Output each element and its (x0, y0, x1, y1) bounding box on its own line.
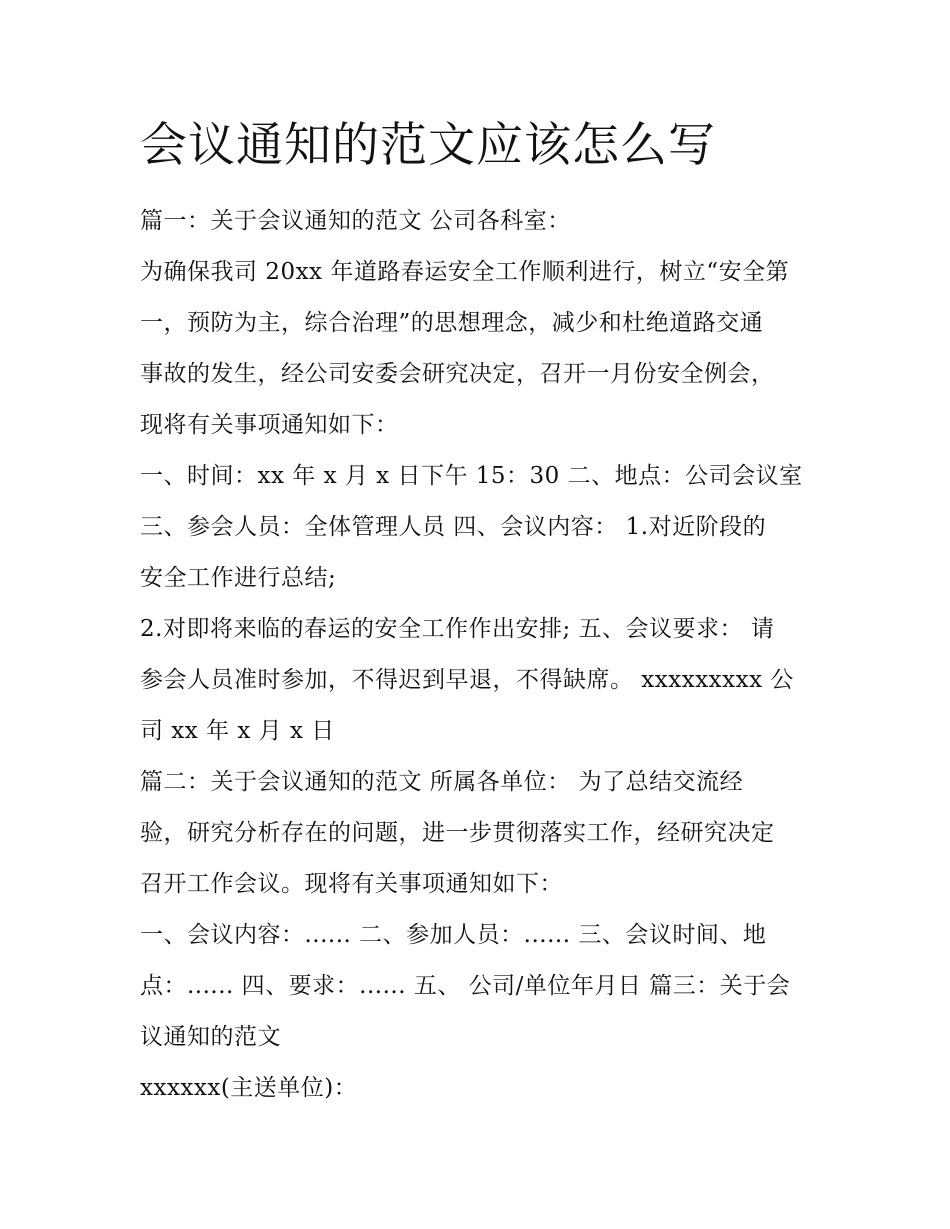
document-title: 会议通知的范文应该怎么写 (140, 118, 716, 173)
body-line-4: 事故的发生，经公司安委会研究决定，召开一月份安全例会， (140, 361, 775, 387)
body-line-8: 安全工作进行总结; (140, 565, 337, 591)
body-line-10: 参会人员准时参加，不得迟到早退，不得缺席。 xxxxxxxxx 公 (140, 667, 794, 693)
body-line-3: 一，预防为主，综合治理”的思想理念，减少和杜绝道路交通 (140, 310, 764, 336)
body-line-18: xxxxxx(主送单位)： (140, 1075, 358, 1101)
body-line-2: 为确保我司 20xx 年道路春运安全工作顺利进行，树立“安全第 (140, 259, 790, 285)
body-line-5: 现将有关事项通知如下： (140, 412, 399, 438)
body-line-9: 2.对即将来临的春运的安全工作作出安排; 五、会议要求： 请 (140, 616, 775, 642)
body-line-14: 召开工作会议。现将有关事项通知如下： (140, 871, 563, 897)
document-body (140, 196, 820, 1114)
body-line-16: 点：...... 四、要求：...... 五、 公司/单位年月日 篇三：关于会 (140, 973, 791, 999)
body-line-7: 三、参会人员：全体管理人员 四、会议内容： 1.对近阶段的 (140, 514, 767, 540)
body-line-13: 验，研究分析存在的问题，进一步贯彻落实工作，经研究决定 (140, 820, 775, 846)
body-line-6: 一、时间：xx 年 x 月 x 日下午 15：30 二、地点：公司会议室 (140, 463, 803, 489)
body-line-15: 一、会议内容：...... 二、参加人员：...... 三、会议时间、地 (140, 922, 767, 948)
body-line-1: 篇一：关于会议通知的范文 公司各科室： (140, 208, 571, 234)
body-line-12: 篇二：关于会议通知的范文 所属各单位： 为了总结交流经 (140, 769, 744, 795)
body-line-11: 司 xx 年 x 月 x 日 (140, 718, 335, 744)
body-line-17: 议通知的范文 (140, 1024, 281, 1050)
